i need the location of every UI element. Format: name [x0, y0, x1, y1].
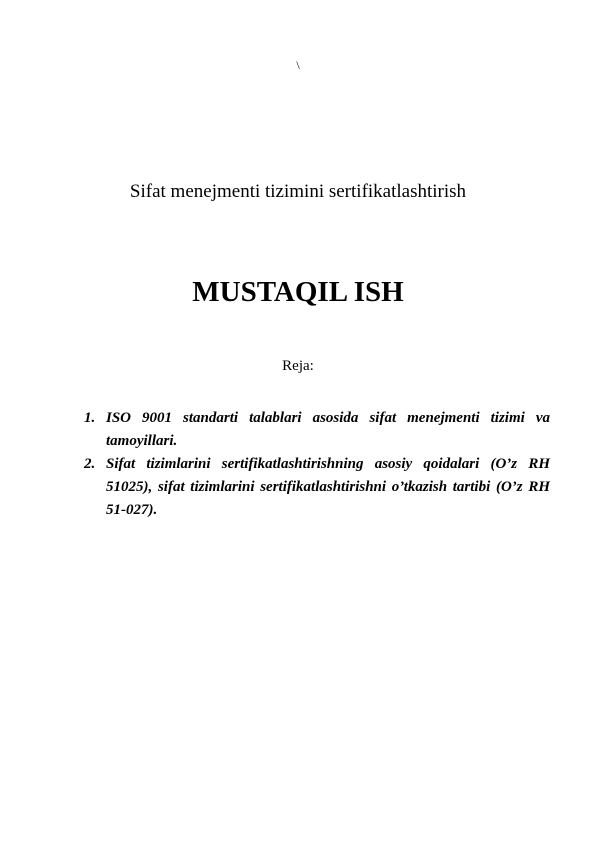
- page-marker: \: [296, 58, 300, 72]
- document-subject: Sifat menejmenti tizimini sertifikatlashtirish: [129, 181, 467, 202]
- plan-list: [84, 407, 550, 522]
- plan-label: Reja:: [282, 358, 314, 374]
- plan-item-text: Sifat tizimlarini sertifikatlashtirishning asosiy qoidalari (O’z RH 51025), sifat tizimlarini sertifikatlashtirishni o’tkazish tartibi (O’z RH 51-027).: [106, 456, 550, 518]
- document-title: MUSTAQIL ISH: [192, 276, 404, 308]
- plan-item: [84, 407, 550, 453]
- plan-item: [84, 453, 550, 522]
- plan-item-number: 2.: [84, 456, 96, 472]
- plan-item-text: ISO 9001 standarti talablari asosida sifat menejmenti tizimi va tamoyillari.: [106, 410, 550, 449]
- plan-item-number: 1.: [84, 410, 96, 426]
